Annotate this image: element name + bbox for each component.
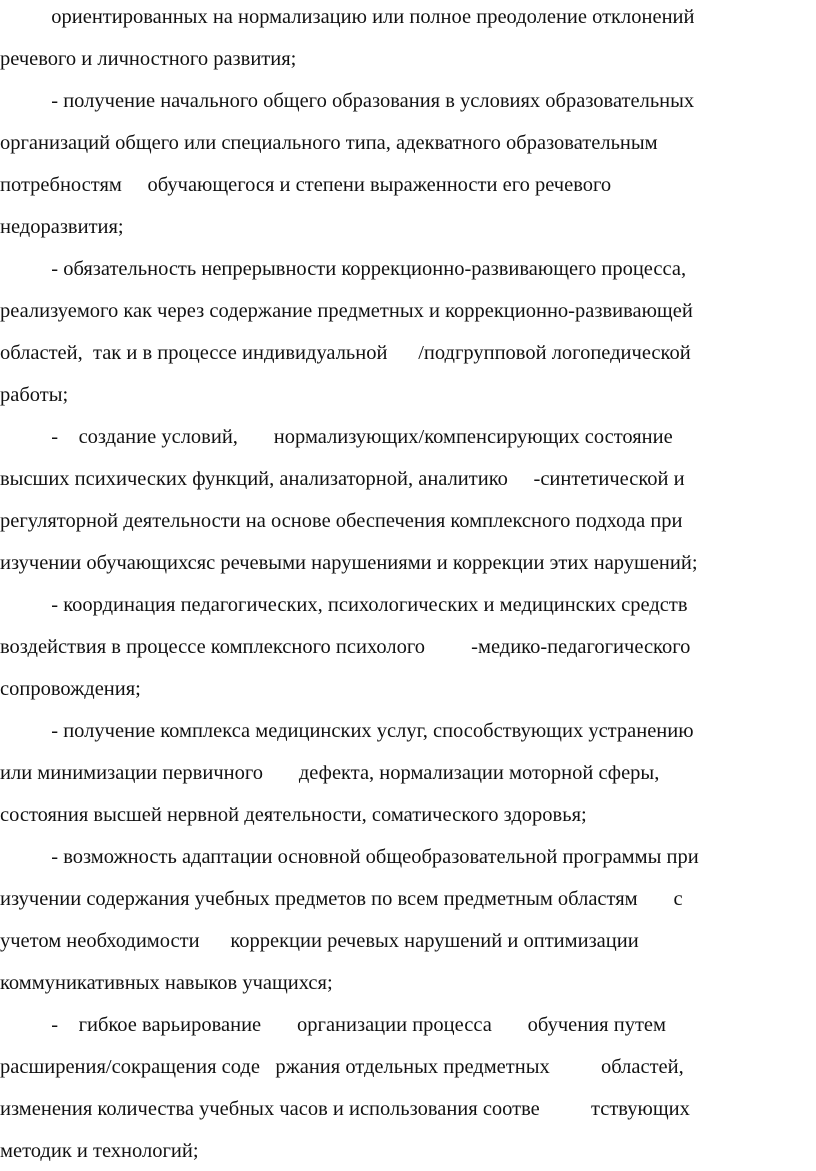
text-line-11: - создание условий, нормализующих/компенсирующих состояние [0,426,673,448]
text-line-26: расширения/сокращения соде ржания отдельных предметных областей, [0,1056,684,1078]
text-line-1: ориентированных на нормализацию или полное преодоление отклонений [0,6,695,28]
text-line-8: реализуемого как через содержание предметных и коррекционно-развивающей [0,300,693,322]
text-line-16: воздействия в процессе комплексного психолого -медико-педагогического [0,636,691,658]
text-line-25: - гибкое варьирование организации процесса обучения путем [0,1014,666,1036]
text-line-5: потребностям обучающегося и степени выраженности его речевого [0,174,612,196]
text-line-27: изменения количества учебных часов и использования соотве тствующих [0,1098,690,1120]
text-line-3: - получение начального общего образования в условиях образовательных [0,90,695,112]
text-line-20: состояния высшей нервной деятельности, соматического здоровья; [0,804,587,826]
text-line-22: изучении содержания учебных предметов по всем предметным областям с [0,888,683,910]
text-line-24: коммуникативных навыков учащихся; [0,972,333,994]
text-line-15: - координация педагогических, психологических и медицинских средств [0,594,688,616]
text-line-28: методик и технологий; [0,1140,199,1162]
text-line-17: сопровождения; [0,678,141,700]
text-line-9: областей, так и в процессе индивидуальной /подгрупповой логопедической [0,342,691,364]
text-line-21: - возможность адаптации основной общеобразовательной программы при [0,846,699,868]
text-line-10: работы; [0,384,69,406]
text-line-6: недоразвития; [0,216,124,238]
text-line-4: организаций общего или специального типа, адекватного образовательным [0,132,658,154]
text-line-23: учетом необходимости коррекции речевых нарушений и оптимизации [0,930,639,952]
text-line-14: изучении обучающихсяс речевыми нарушениями и коррекции этих нарушений; [0,552,698,574]
text-line-13: регуляторной деятельности на основе обеспечения комплексного подхода при [0,510,683,532]
text-line-18: - получение комплекса медицинских услуг, способствующих устранению [0,720,694,742]
text-line-7: - обязательность непрерывности коррекционно-развивающего процесса, [0,258,687,280]
text-line-12: высших психических функций, анализаторной, аналитико -синтетической и [0,468,685,490]
text-line-2: речевого и личностного развития; [0,48,297,70]
text-line-19: или минимизации первичного дефекта, нормализации моторной сферы, [0,762,660,784]
